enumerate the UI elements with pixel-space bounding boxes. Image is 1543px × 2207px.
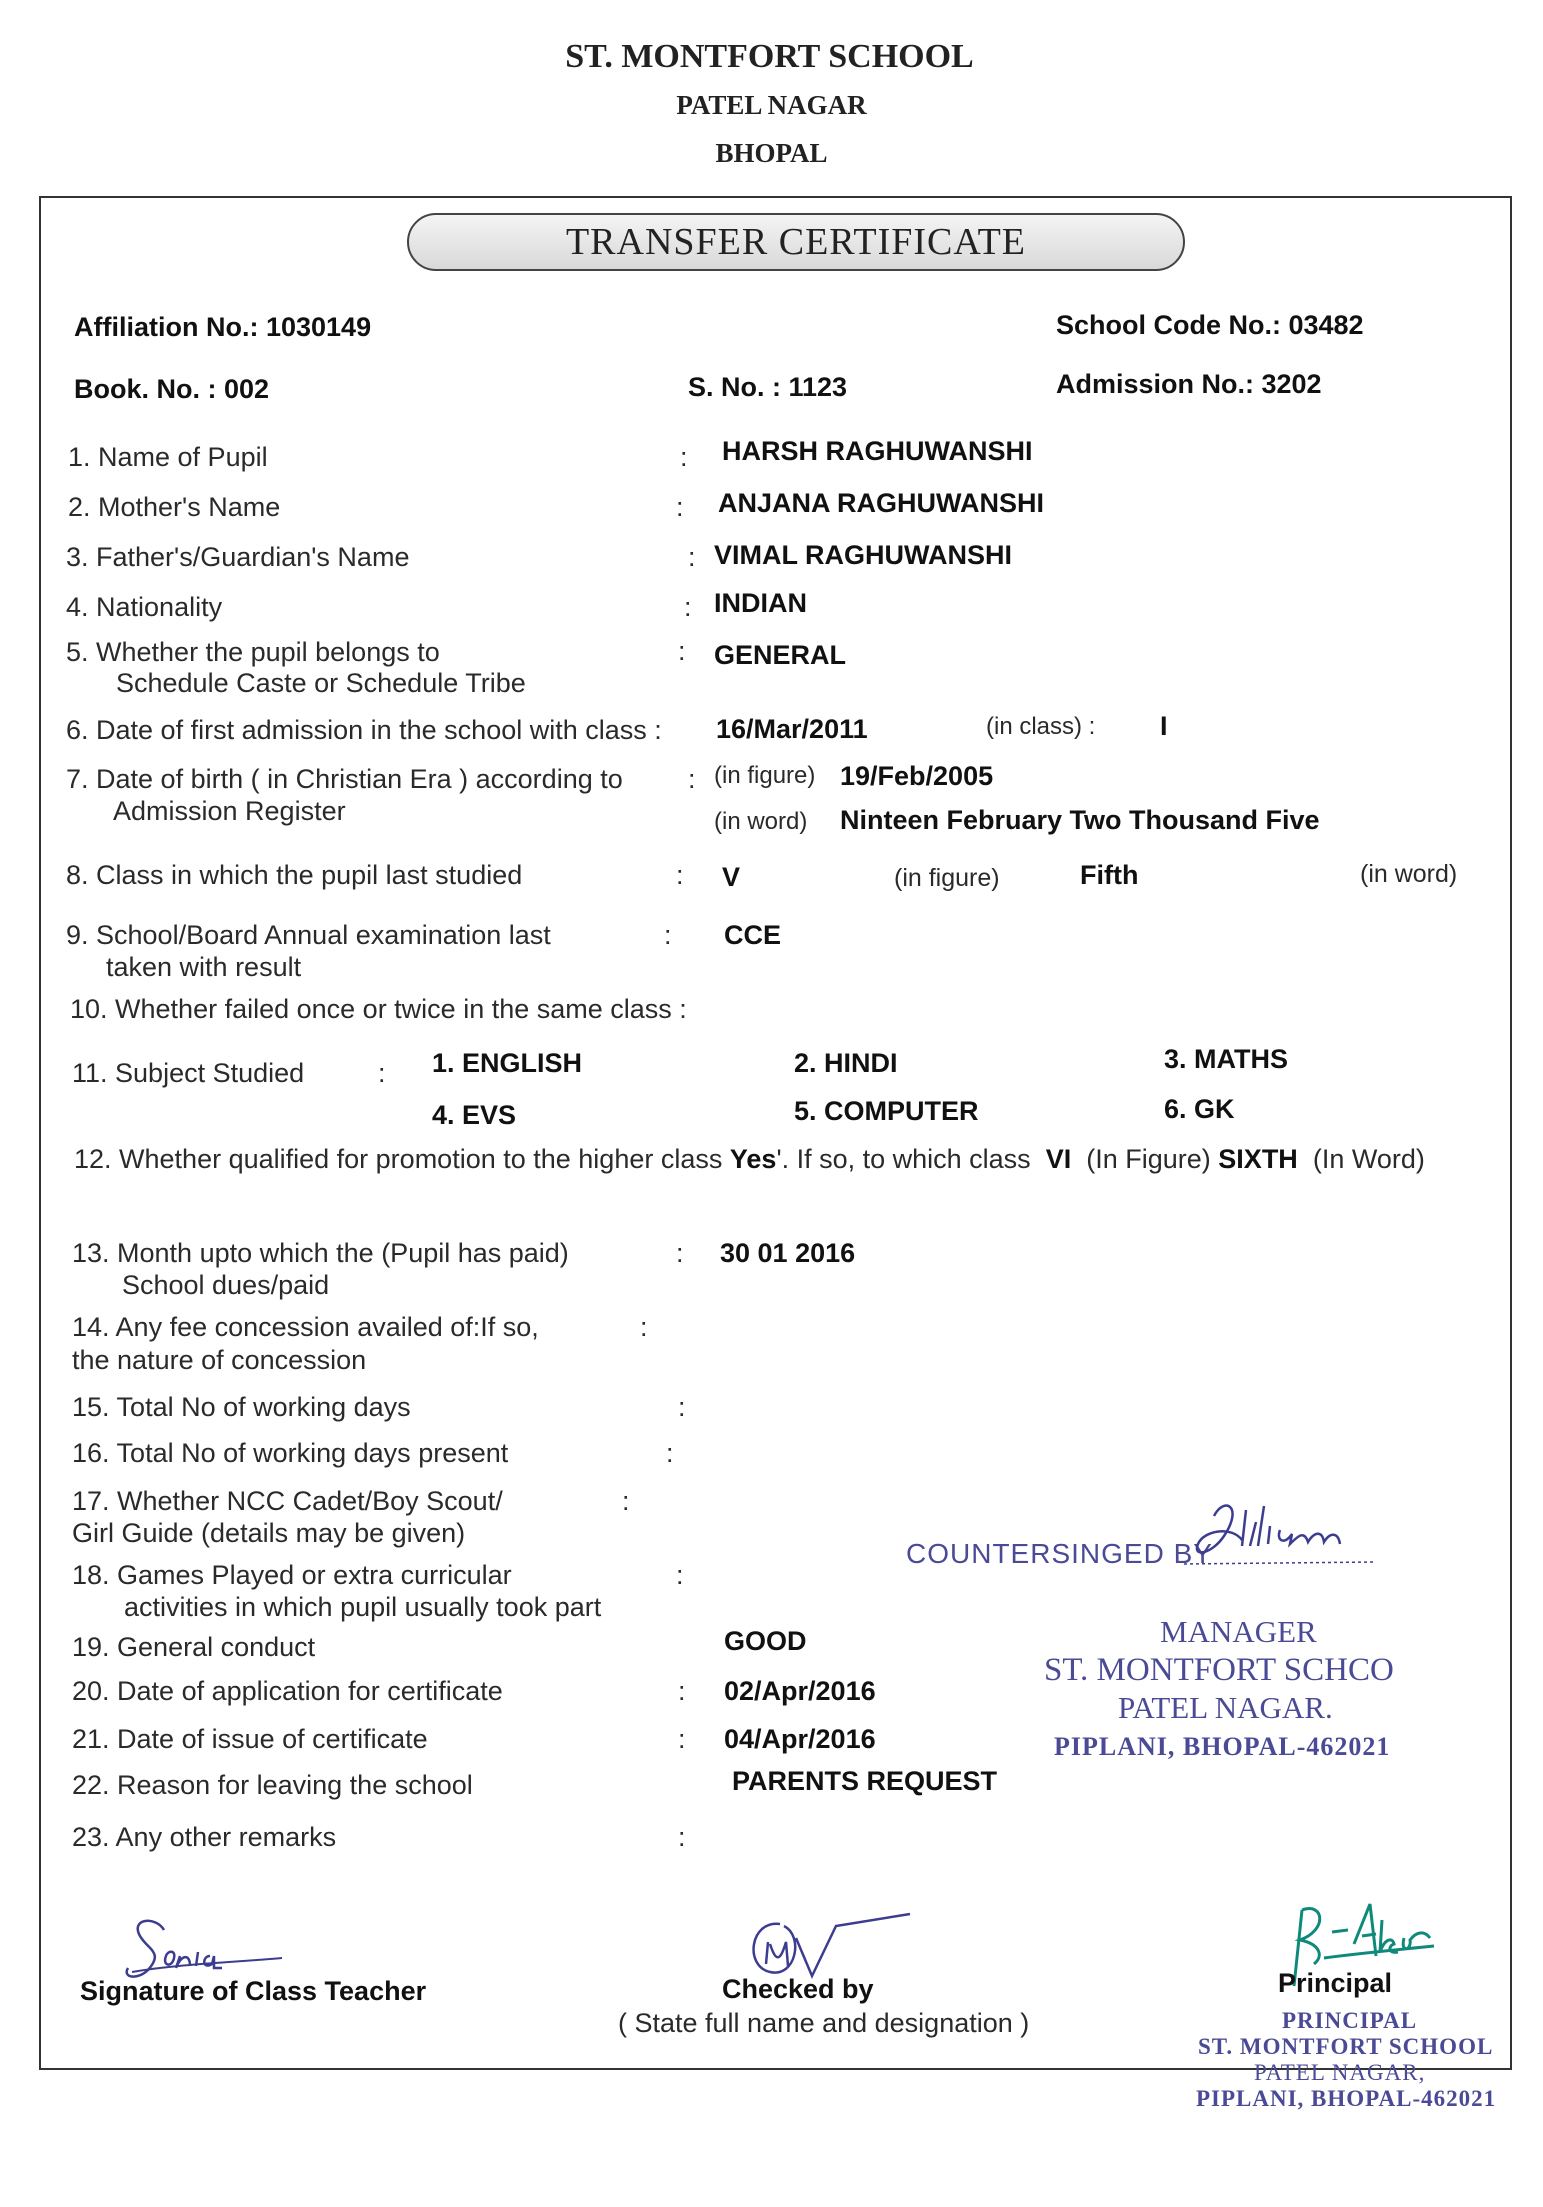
field-12-label: 12. Whether qualified for promotion to the higher class [74, 1144, 723, 1174]
school-city: BHOPAL [715, 138, 828, 168]
field-15-colon: : [678, 1392, 686, 1422]
field-7-figure-value: 19/Feb/2005 [840, 761, 994, 791]
subject-6: 6. GK [1164, 1094, 1235, 1124]
serial-number: S. No. : 1123 [688, 372, 848, 402]
admission-number: Admission No.: 3202 [1056, 369, 1322, 399]
principal-label: Principal [1278, 1968, 1393, 1998]
subject-2: 2. HINDI [794, 1048, 898, 1078]
field-7-label-line2: Admission Register [113, 796, 346, 826]
field-7-word-label: (in word) [714, 808, 808, 835]
principal-stamp-locality: PATEL NAGAR, [1254, 2060, 1426, 2085]
field-8-label: 8. Class in which the pupil last studied [66, 860, 523, 890]
field-17-label-line1: 17. Whether NCC Cadet/Boy Scout/ [72, 1486, 503, 1516]
field-20-value: 02/Apr/2016 [724, 1676, 876, 1706]
field-13-label-line2: School dues/paid [122, 1270, 330, 1300]
field-22-label: 22. Reason for leaving the school [72, 1770, 473, 1800]
field-18-colon: : [676, 1560, 684, 1590]
field-13-colon: : [676, 1238, 684, 1268]
field-10-label: 10. Whether failed once or twice in the same class : [70, 994, 687, 1024]
field-19-label: 19. General conduct [72, 1632, 316, 1662]
certificate-title: TRANSFER CERTIFICATE [407, 213, 1185, 271]
field-4-value: INDIAN [714, 588, 807, 618]
field-12-answer: Yes [729, 1144, 777, 1174]
field-7-word-value: Ninteen February Two Thousand Five [840, 805, 1320, 835]
field-20-label: 20. Date of application for certificate [72, 1676, 503, 1706]
field-13-value: 30 01 2016 [720, 1238, 856, 1268]
field-20-colon: : [678, 1676, 686, 1706]
field-12-label-cont: '. If so, to which class [776, 1144, 1031, 1174]
principal-stamp-school: ST. MONTFORT SCHOOL [1198, 2034, 1494, 2059]
field-5-label-line1: 5. Whether the pupil belongs to [66, 637, 440, 667]
field-7-label-line1: 7. Date of birth ( in Christian Era ) according to [66, 764, 623, 794]
field-1-label: 1. Name of Pupil [68, 442, 268, 472]
field-23-colon: : [678, 1822, 686, 1852]
field-8-figure-label: (in figure) [894, 864, 1000, 892]
field-6-class-value: I [1160, 711, 1168, 741]
book-number: Book. No. : 002 [74, 374, 270, 404]
countersign-signature [1184, 1496, 1384, 1576]
subject-4: 4. EVS [432, 1100, 517, 1130]
field-12-figure-label: (In Figure) [1086, 1144, 1211, 1174]
field-16-colon: : [666, 1438, 674, 1468]
field-3-label: 3. Father's/Guardian's Name [66, 542, 410, 572]
field-1-colon: : [680, 442, 688, 472]
field-5-colon: : [678, 636, 686, 666]
checked-by-note: ( State full name and designation ) [618, 2008, 1030, 2038]
field-14-colon: : [640, 1312, 648, 1342]
field-9-colon: : [664, 920, 672, 950]
school-locality: PATEL NAGAR [676, 90, 867, 120]
field-8-colon: : [676, 860, 684, 890]
field-14-label-line1: 14. Any fee concession availed of:If so, [72, 1312, 539, 1342]
field-4-colon: : [684, 592, 692, 622]
field-11-colon: : [378, 1058, 386, 1088]
field-21-value: 04/Apr/2016 [724, 1724, 876, 1754]
field-11-label: 11. Subject Studied [72, 1058, 305, 1088]
field-2-label: 2. Mother's Name [68, 492, 281, 522]
field-6-value: 16/Mar/2011 [716, 714, 868, 744]
principal-stamp-address: PIPLANI, BHOPAL-462021 [1196, 2086, 1497, 2111]
field-12-line [74, 1144, 1425, 1175]
field-16-label: 16. Total No of working days present [72, 1438, 509, 1468]
field-19-value: GOOD [724, 1626, 807, 1656]
field-6-class-label: (in class) : [986, 713, 1096, 740]
subject-5: 5. COMPUTER [794, 1096, 979, 1126]
subject-3: 3. MATHS [1164, 1044, 1289, 1074]
field-7-colon: : [688, 764, 696, 794]
field-8-word-label: (in word) [1360, 860, 1458, 888]
field-9-label-line1: 9. School/Board Annual examination last [66, 920, 551, 950]
field-17-label-line2: Girl Guide (details may be given) [72, 1518, 466, 1548]
field-15-label: 15. Total No of working days [72, 1392, 411, 1422]
manager-stamp-locality: PATEL NAGAR. [1118, 1690, 1333, 1725]
field-12-word-value: SIXTH [1218, 1144, 1298, 1174]
school-name: ST. MONTFORT SCHOOL [565, 38, 974, 75]
field-8-value: V [722, 862, 741, 892]
school-code: School Code No.: 03482 [1056, 310, 1364, 340]
field-22-value: PARENTS REQUEST [732, 1766, 998, 1796]
manager-stamp-school: ST. MONTFORT SCHCO [1044, 1652, 1394, 1688]
field-23-label: 23. Any other remarks [72, 1822, 337, 1852]
principal-stamp-title: PRINCIPAL [1282, 2008, 1418, 2033]
field-21-label: 21. Date of issue of certificate [72, 1724, 428, 1754]
field-8-word-value: Fifth [1080, 860, 1139, 890]
field-17-colon: : [622, 1486, 630, 1516]
subject-1: 1. ENGLISH [432, 1048, 583, 1078]
countersigned-stamp: COUNTERSINGED BY [906, 1538, 1213, 1569]
field-2-colon: : [676, 492, 684, 522]
checked-by-label: Checked by [722, 1974, 874, 2004]
field-7-figure-label: (in figure) [714, 762, 816, 789]
field-21-colon: : [678, 1724, 686, 1754]
field-3-value: VIMAL RAGHUWANSHI [714, 540, 1013, 570]
field-6-label: 6. Date of first admission in the school with class : [66, 715, 662, 745]
field-14-label-line2: the nature of concession [72, 1345, 367, 1375]
manager-stamp-title: MANAGER [1160, 1614, 1317, 1649]
field-9-label-line2: taken with result [106, 952, 302, 982]
field-4-label: 4. Nationality [66, 592, 223, 622]
field-9-value: CCE [724, 920, 782, 950]
field-2-value: ANJANA RAGHUWANSHI [718, 488, 1045, 518]
field-12-figure-value: VI [1045, 1144, 1072, 1174]
class-teacher-label: Signature of Class Teacher [80, 1976, 427, 2006]
affiliation-number: Affiliation No.: 1030149 [74, 312, 372, 342]
field-5-label-line2: Schedule Caste or Schedule Tribe [116, 668, 526, 698]
field-13-label-line1: 13. Month upto which the (Pupil has paid) [72, 1238, 569, 1268]
manager-stamp-address: PIPLANI, BHOPAL-462021 [1054, 1732, 1391, 1761]
field-12-word-label: (In Word) [1312, 1144, 1425, 1174]
field-5-value: GENERAL [714, 640, 847, 670]
field-1-value: HARSH RAGHUWANSHI [722, 436, 1033, 466]
field-18-label-line2: activities in which pupil usually took part [124, 1592, 602, 1622]
field-18-label-line1: 18. Games Played or extra curricular [72, 1560, 512, 1590]
field-3-colon: : [688, 542, 696, 572]
